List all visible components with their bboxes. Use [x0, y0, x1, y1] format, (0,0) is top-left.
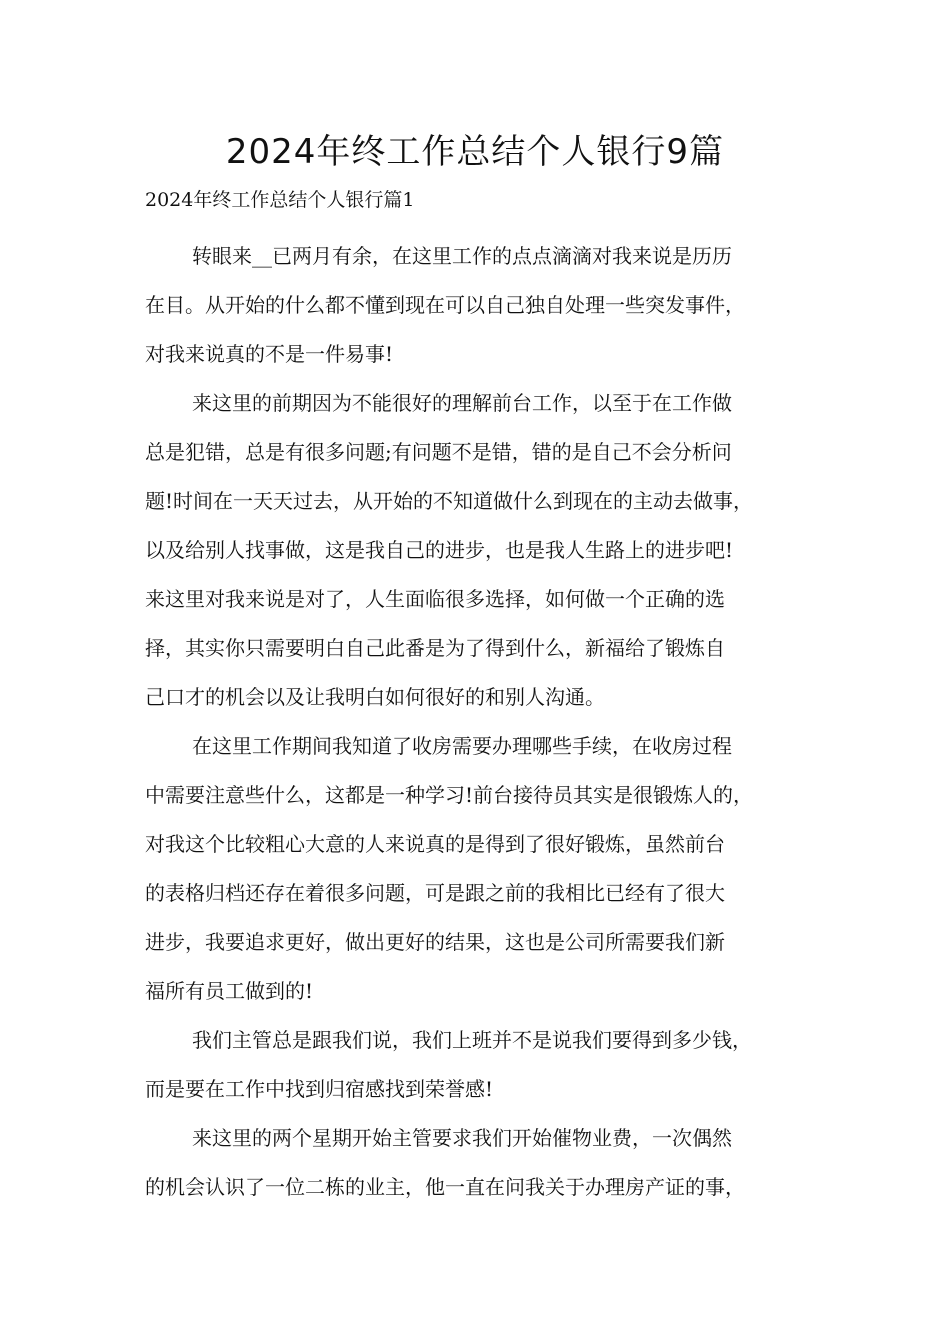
document-body [145, 232, 825, 1212]
text-line: 中需要注意些什么，这都是一种学习!前台接待员其实是很锻炼人的， [145, 783, 754, 807]
text-line: 以及给别人找事做，这是我自己的进步，也是我人生路上的进步吧! [145, 538, 734, 562]
text-line: 来这里的两个星期开始主管要求我们开始催物业费，一次偶然 [192, 1126, 732, 1150]
text-line: 福所有员工做到的! [145, 979, 314, 1003]
text-line: 而是要在工作中找到归宿感找到荣誉感! [145, 1077, 494, 1101]
text-line: 的机会认识了一位二栋的业主，他一直在问我关于办理房产证的事， [145, 1175, 745, 1199]
text-line: 己口才的机会以及让我明白如何很好的和别人沟通。 [145, 685, 605, 709]
paragraph-2 [145, 379, 825, 722]
text-line: 来这里对我来说是对了，人生面临很多选择，如何做一个正确的选 [145, 587, 725, 611]
paragraph-4 [145, 1016, 825, 1114]
text-line: 来这里的前期因为不能很好的理解前台工作，以至于在工作做 [192, 391, 732, 415]
text-line: 题!时间在一天天过去，从开始的不知道做什么到现在的主动去做事， [145, 489, 754, 513]
text-line: 的表格归档还存在着很多问题，可是跟之前的我相比已经有了很大 [145, 881, 725, 905]
text-line: 总是犯错，总是有很多问题;有问题不是错，错的是自己不会分析问 [145, 440, 732, 464]
text-line: 择，其实你只需要明白自己此番是为了得到什么，新福给了锻炼自 [145, 636, 725, 660]
paragraph-5 [145, 1114, 825, 1212]
text-line: 对我来说真的不是一件易事! [145, 342, 394, 366]
text-line: 在目。从开始的什么都不懂到现在可以自己独自处理一些突发事件， [145, 293, 745, 317]
section-heading: 2024年终工作总结个人银行篇1 [145, 189, 415, 211]
paragraph-1 [145, 232, 825, 379]
text-line: 对我这个比较粗心大意的人来说真的是得到了很好锻炼，虽然前台 [145, 832, 725, 856]
text-line: 在这里工作期间我知道了收房需要办理哪些手续，在收房过程 [192, 734, 732, 758]
paragraph-3 [145, 722, 825, 1016]
document-title: 2024年终工作总结个人银行9篇 [225, 132, 725, 172]
text-line: 转眼来__已两月有余，在这里工作的点点滴滴对我来说是历历 [192, 244, 732, 268]
text-line: 我们主管总是跟我们说，我们上班并不是说我们要得到多少钱， [192, 1028, 752, 1052]
text-line: 进步，我要追求更好，做出更好的结果，这也是公司所需要我们新 [145, 930, 725, 954]
